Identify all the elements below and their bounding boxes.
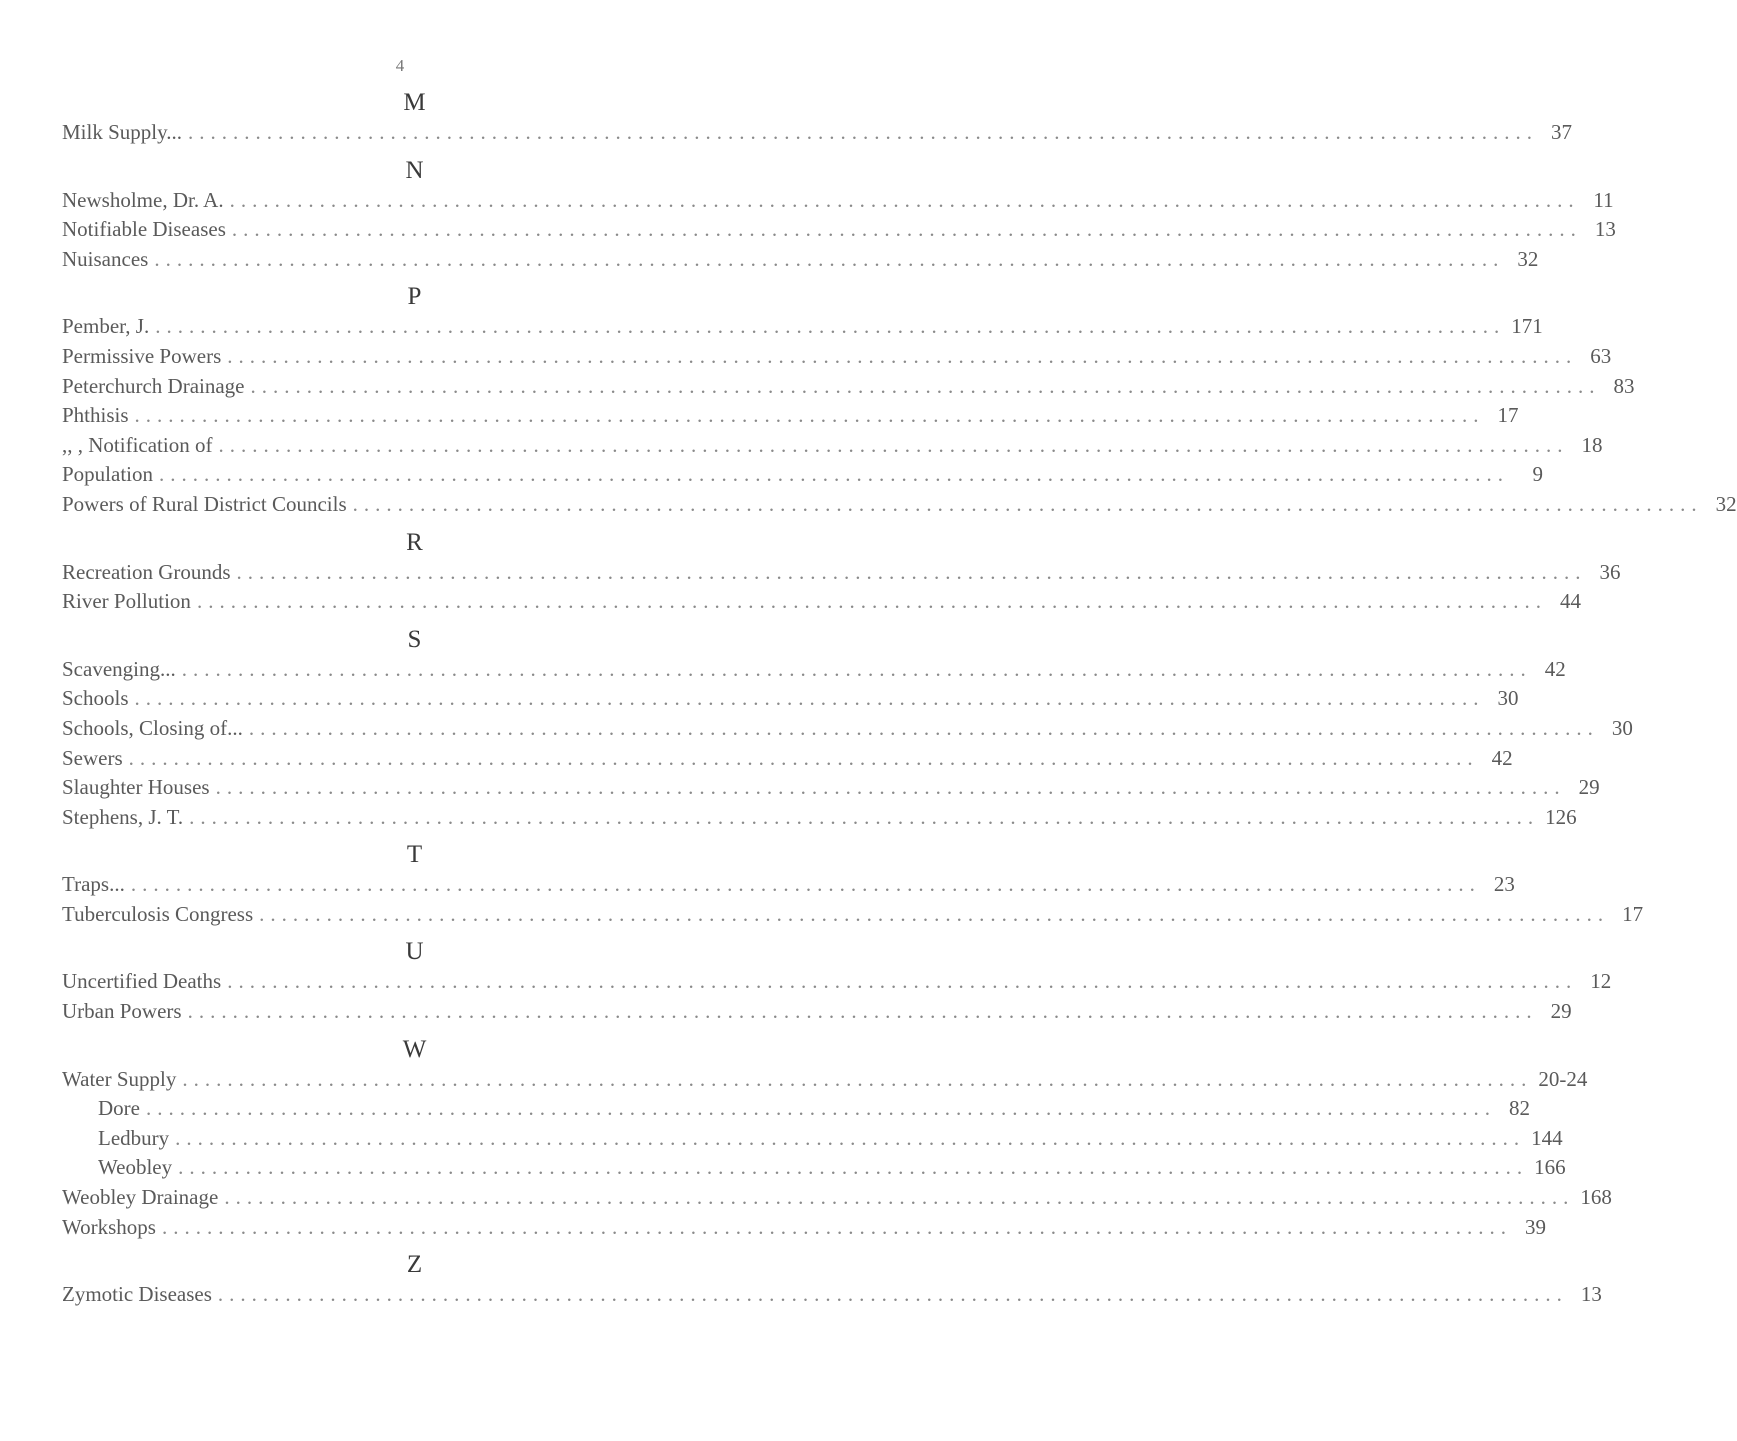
index-entry — [62, 714, 1633, 744]
index-entry — [62, 1213, 1546, 1243]
index-entry — [62, 773, 1600, 803]
entry-term: Recreation Grounds — [62, 558, 237, 588]
index-entry — [62, 342, 1612, 372]
leader-dots: ........................................................................................................................ — [188, 120, 1538, 144]
leader-dots: ........................................................................................................................ — [130, 872, 1481, 897]
entry-term: Notifiable Diseases — [62, 215, 232, 245]
entry-page: 37 — [1551, 120, 1572, 144]
index-entry — [62, 245, 1539, 275]
leader-dots: ........................................................................................................................ — [250, 373, 1601, 398]
index-entry — [62, 401, 1519, 431]
entry-term: Slaughter Houses — [62, 773, 216, 803]
index-entry — [62, 870, 1515, 900]
index-entry — [62, 684, 1519, 714]
leader-dots: ........................................................................................................................ — [259, 901, 1610, 926]
section-letter: M — [403, 89, 426, 116]
entry-term: Traps... — [62, 870, 131, 900]
leader-dots: ........................................................................................................................ — [227, 969, 1578, 994]
index-entry — [62, 312, 1543, 342]
entry-term: Peterchurch Drainage — [62, 372, 251, 402]
leader-dots: ........................................................................................................................ — [161, 1214, 1512, 1239]
entry-page: 17 — [1497, 403, 1519, 428]
leader-dots: ........................................................................................................................ — [224, 1185, 1575, 1210]
section-letter: Z — [406, 1251, 423, 1279]
section-letter: R — [406, 528, 423, 556]
entry-page: 23 — [1493, 872, 1515, 897]
entry-page: 11 — [1593, 187, 1614, 212]
entry-page: 63 — [1590, 343, 1612, 368]
entry-page: 42 — [1544, 656, 1566, 681]
entry-term: Nuisances — [62, 245, 154, 275]
index-entry — [62, 558, 1621, 588]
entry-page: 82 — [1508, 1096, 1530, 1121]
entry-page: 29 — [1578, 775, 1600, 800]
leader-dots: ........................................................................................................................ — [155, 314, 1506, 339]
entry-page: 32 — [1715, 491, 1737, 516]
leader-dots: ........................................................................................................................ — [128, 745, 1479, 770]
entry-term: River Pollution — [62, 587, 197, 617]
entry-page: 42 — [1491, 745, 1513, 770]
index-entry — [62, 1124, 1563, 1154]
entry-page: 20-24 — [1538, 1066, 1588, 1091]
section-letter: U — [405, 938, 424, 966]
leader-dots: ........................................................................................................................ — [352, 491, 1703, 516]
index-entry — [62, 1153, 1566, 1183]
page-number: 4 — [395, 56, 405, 75]
entry-term: Phthisis — [62, 401, 135, 431]
entry-term: Permissive Powers — [62, 342, 227, 372]
index-entry — [62, 431, 1603, 461]
section-letter: S — [407, 625, 422, 653]
section-letter: P — [407, 283, 422, 311]
entry-page: 12 — [1590, 969, 1612, 994]
index-entry — [62, 490, 1737, 520]
leader-dots: ........................................................................................................................ — [159, 462, 1510, 487]
entry-page: 144 — [1531, 1125, 1563, 1150]
leader-dots: ........................................................................................................................ — [248, 715, 1599, 740]
leader-dots: ........................................................................................................................ — [181, 656, 1532, 681]
leader-dots: ........................................................................................................................ — [178, 1155, 1529, 1180]
entry-term: Zymotic Diseases — [62, 1280, 218, 1310]
index-entry — [62, 587, 1581, 617]
entry-term: Sewers — [62, 744, 129, 774]
index-entry — [62, 900, 1644, 930]
leader-dots: ........................................................................................................................ — [231, 217, 1582, 242]
entry-page: 171 — [1511, 314, 1543, 339]
entry-term: Weobley Drainage — [62, 1183, 224, 1213]
entry-term: Stephens, J. T. — [62, 803, 189, 833]
section-letter: N — [405, 156, 424, 184]
entry-page: 32 — [1517, 246, 1539, 271]
leader-dots: ........................................................................................................................ — [175, 1125, 1526, 1150]
index-entry — [62, 1183, 1612, 1213]
entry-page: 13 — [1594, 217, 1616, 242]
leader-dots: ........................................................................................................................ — [215, 775, 1566, 800]
entry-page: 9 — [1532, 462, 1544, 487]
leader-dots: ........................................................................................................................ — [227, 343, 1578, 368]
leader-dots: ........................................................................................................................ — [134, 403, 1485, 428]
leader-dots: ........................................................................................................................ — [217, 1282, 1568, 1307]
section-letter: T — [406, 841, 423, 869]
entry-page: 44 — [1559, 589, 1581, 614]
index-entry — [62, 967, 1612, 997]
leader-dots: ........................................................................................................................ — [218, 432, 1569, 457]
entry-term: Scavenging... — [62, 655, 182, 685]
entry-term: Milk Supply... — [62, 118, 188, 148]
index-entry — [62, 1065, 1588, 1095]
entry-page: 168 — [1580, 1185, 1612, 1210]
leader-dots: ........................................................................................................................ — [154, 246, 1505, 271]
index-entry — [62, 372, 1635, 402]
entry-term: Dore — [62, 1094, 146, 1124]
entry-term: Powers of Rural District Councils — [62, 490, 353, 520]
entry-page: 126 — [1545, 804, 1577, 829]
subject-index — [62, 88, 1737, 1318]
entry-term: Urban Powers — [62, 997, 188, 1027]
entry-page: 39 — [1524, 1214, 1546, 1239]
entry-term: ,, , Notification of — [62, 431, 218, 461]
leader-dots: ........................................................................................................................ — [236, 559, 1587, 584]
leader-dots: ........................................................................................................................ — [189, 804, 1540, 829]
index-entry — [62, 215, 1616, 245]
index-entry — [62, 118, 1572, 148]
index-entry — [62, 460, 1544, 490]
leader-dots: ........................................................................................................................ — [145, 1096, 1496, 1121]
entry-page: 166 — [1534, 1155, 1566, 1180]
entry-term: Schools, Closing of... — [62, 714, 249, 744]
index-entry — [62, 1280, 1602, 1310]
entry-page: 29 — [1550, 999, 1572, 1024]
leader-dots: ........................................................................................................................ — [134, 686, 1485, 711]
entry-term: Ledbury — [62, 1124, 175, 1154]
entry-term: Pember, J. — [62, 312, 155, 342]
entry-term: Uncertified Deaths — [62, 967, 227, 997]
entry-page: 30 — [1497, 686, 1519, 711]
entry-term: Workshops — [62, 1213, 162, 1243]
index-entry — [62, 997, 1572, 1027]
entry-page: 13 — [1580, 1282, 1602, 1307]
index-entry — [62, 186, 1614, 216]
leader-dots: ........................................................................................................................ — [182, 1066, 1533, 1091]
leader-dots: ........................................................................................................................ — [229, 187, 1580, 212]
index-entry — [62, 803, 1577, 833]
entry-page: 83 — [1613, 373, 1635, 398]
entry-term: Tuberculosis Congress — [62, 900, 259, 930]
section-letter: W — [402, 1035, 427, 1063]
entry-page: 30 — [1611, 715, 1633, 740]
index-entry — [62, 1094, 1530, 1124]
entry-term: Population — [62, 460, 159, 490]
leader-dots: ........................................................................................................................ — [187, 999, 1538, 1024]
entry-term: Newsholme, Dr. A. — [62, 186, 230, 216]
leader-dots: ........................................................................................................................ — [196, 589, 1547, 614]
entry-page: 18 — [1581, 432, 1603, 457]
entry-page: 17 — [1622, 901, 1644, 926]
entry-term: Weobley — [62, 1153, 178, 1183]
entry-page: 36 — [1599, 559, 1621, 584]
index-entry — [62, 655, 1566, 685]
entry-term: Schools — [62, 684, 135, 714]
entry-term: Water Supply — [62, 1065, 182, 1095]
index-entry — [62, 744, 1513, 774]
